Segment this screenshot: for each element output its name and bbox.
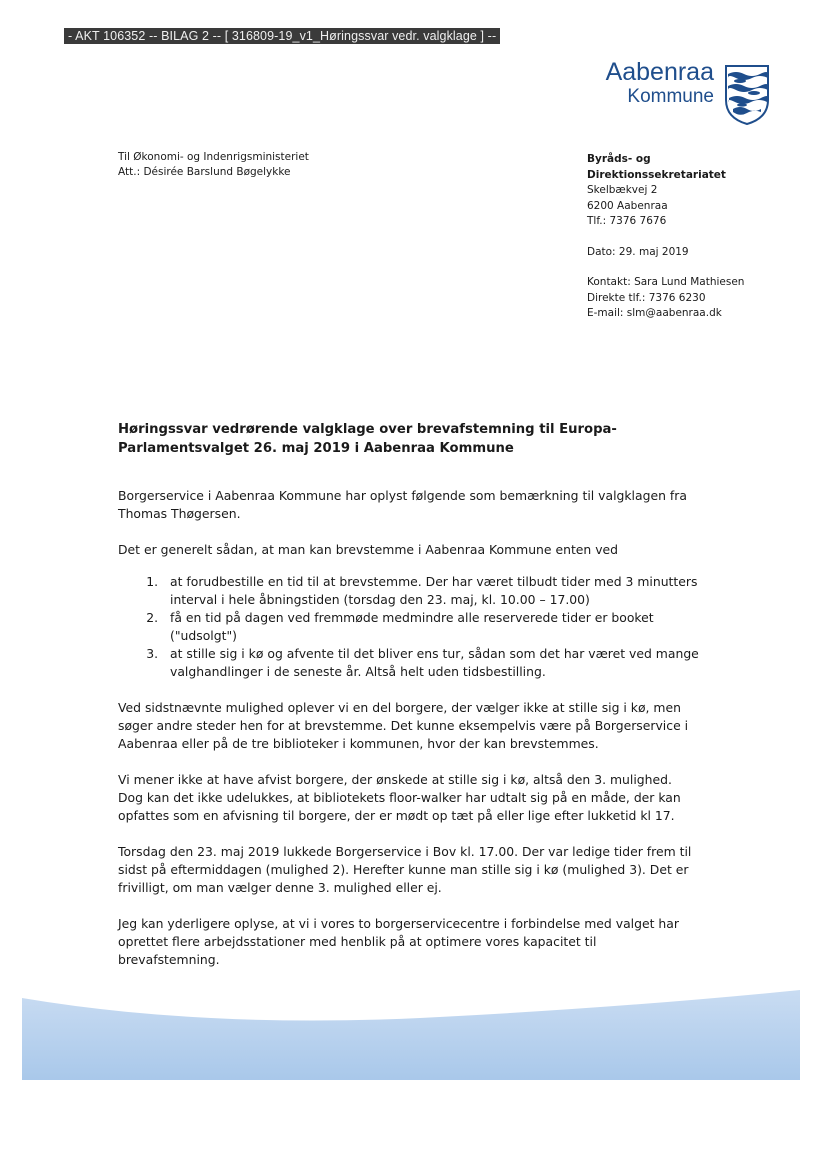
logo-name: Aabenraa (605, 58, 714, 86)
aabenraa-crest-icon (724, 64, 770, 126)
options-list (118, 573, 700, 681)
body-paragraph: Torsdag den 23. maj 2019 lukkede Borgerservice i Bov kl. 17.00. Der var ledige tider frem til sidst på eftermiddagen (mulighed 2). Herefter kunne man stille sig i kø (mulighed 3). Det er frivilligt, om man vælger denne 3. mulighed eller ej. (118, 844, 692, 895)
body-paragraph: Det er generelt sådan, at man kan brevstemme i Aabenraa Kommune enten ved (118, 542, 619, 557)
body-paragraph: Borgerservice i Aabenraa Kommune har oplyst følgende som bemærkning til valgklagen fra Thomas Thøgersen. (118, 488, 687, 521)
recipient-block (118, 150, 309, 180)
body-paragraph: Ved sidstnævnte mulighed oplever vi en del borgere, der vælger ikke at stille sig i kø, men søger andre steder hen for at brevstemme. Det kunne eksempelvis være på Borgerservice i Aabenraa eller på de tre biblioteker i kommunen, hvor der kan brevstemmes. (118, 700, 689, 751)
recipient-line: Til Økonomi- og Indenrigsministeriet (118, 151, 309, 163)
body-paragraph: Vi mener ikke at have afvist borgere, der ønskede at stille sig i kø, altså den 3. mulighed. Dog kan det ikke udelukkes, at bibliotekets floor-walker har udtalt sig på en måde, der kan opfattes som en afvisning til borgere, der er mødt op tæt på eller lige efter lukketid kl 17. (118, 772, 681, 823)
subject-line: Høringssvar vedrørende valgklage over brevafstemning til Europa- (118, 422, 617, 437)
list-item: 2. få en tid på dagen ved fremmøde medmindre alle reserverede tider er booket ("udsolgt") (162, 609, 700, 645)
sender-dept: Byråds- og (587, 153, 651, 165)
body-paragraph: Jeg kan yderligere oplyse, at vi i vores to borgerservicecentre i forbindelse med valget har oprettet flere arbejdsstationer med henblik på at optimere vores kapacitet til brevafstemning. (118, 916, 679, 967)
contact-phone: Direkte tlf.: 7376 6230 (587, 291, 706, 304)
logo-sub: Kommune (627, 86, 714, 107)
letter-body (118, 487, 700, 987)
list-item: 3. at stille sig i kø og afvente til det bliver ens tur, sådan som det har været ved mange valghandlinger i de seneste år. Altså helt uden tidsbestilling. (162, 645, 700, 681)
sender-block (587, 152, 744, 322)
recipient-attention: Att.: Désirée Barslund Bøgelykke (118, 166, 291, 178)
contact-email: E-mail: slm@aabenraa.dk (587, 307, 722, 319)
list-item: 1. at forudbestille en tid til at brevstemme. Der har været tilbudt tider med 3 minutters interval i hele åbningstiden (torsdag den 23. maj, kl. 10.00 – 17.00) (162, 573, 700, 609)
aabenraa-logo (570, 58, 770, 128)
footer-wave (0, 978, 828, 1088)
sender-phone: Tlf.: 7376 7676 (587, 215, 667, 227)
sender-city: 6200 Aabenraa (587, 199, 668, 212)
sender-street: Skelbækvej 2 (587, 184, 658, 196)
contact-name: Kontakt: Sara Lund Mathiesen (587, 276, 745, 288)
letter-date: Dato: 29. maj 2019 (587, 245, 689, 258)
document-stamp: - AKT 106352 -- BILAG 2 -- [ 316809-19_v1_Høringssvar vedr. valgklage ] -- (64, 28, 500, 44)
sender-dept: Direktionssekretariatet (587, 168, 726, 181)
subject-line: Parlamentsvalget 26. maj 2019 i Aabenraa Kommune (118, 441, 514, 456)
letter-subject (118, 420, 718, 458)
